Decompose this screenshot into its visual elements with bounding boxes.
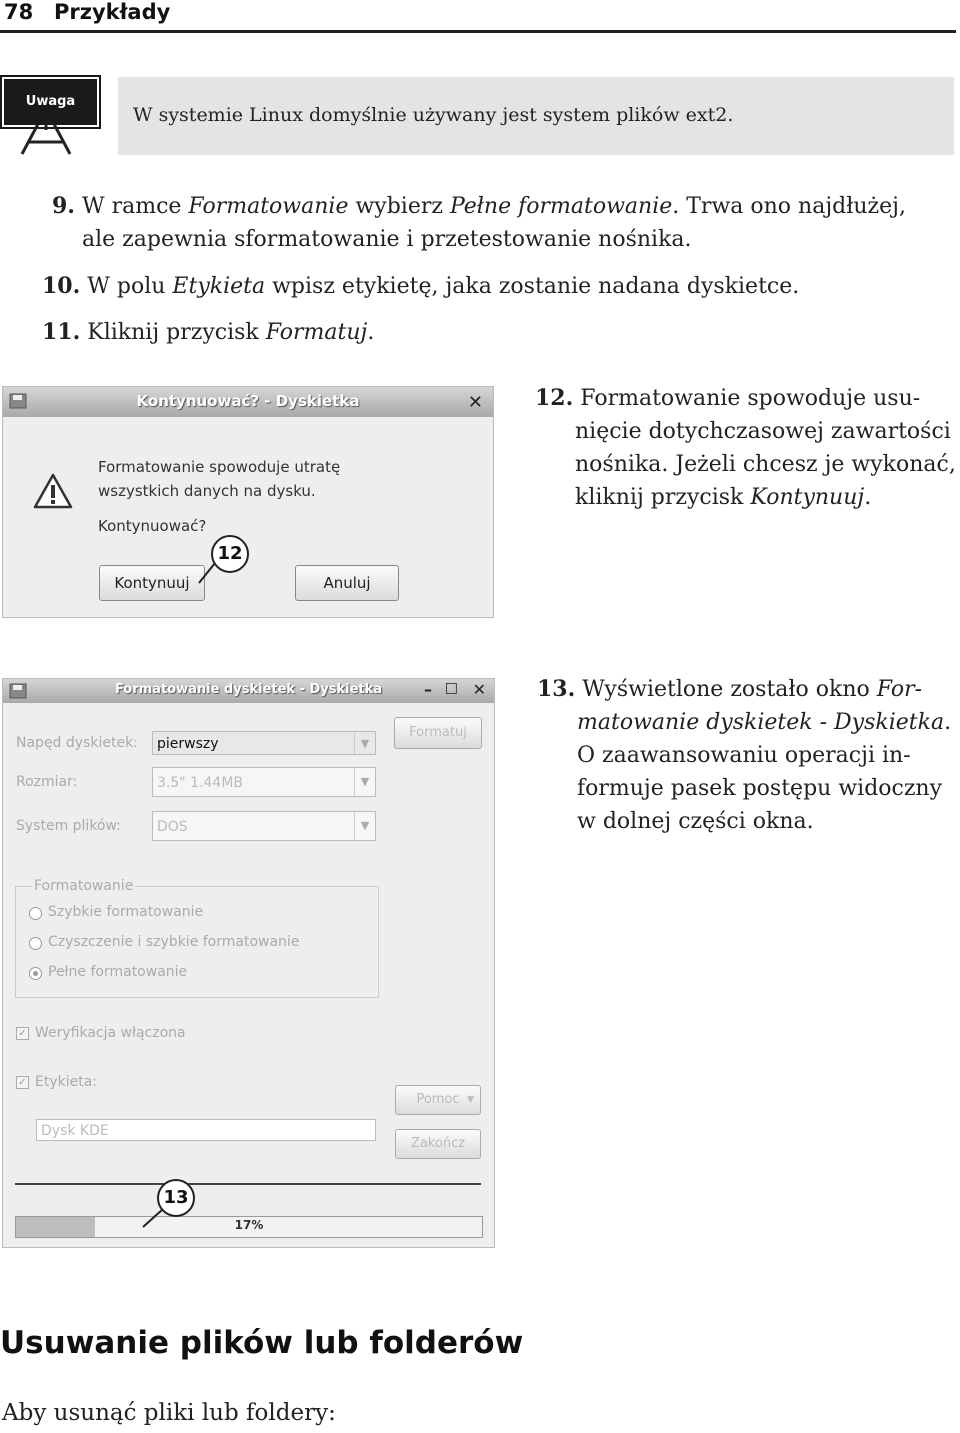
chevron-down-icon: ▼ xyxy=(467,1095,474,1105)
callout-12: 12 xyxy=(211,535,249,573)
step-9: 9. W ramce Formatowanie wybierz Pełne formatowanie. Trwa ono najdłużej, xyxy=(52,193,906,219)
chapter-title: Przykłady xyxy=(54,0,171,24)
label-label: Etykieta: xyxy=(35,1074,98,1090)
format-button[interactable]: Formatuj xyxy=(394,717,482,749)
page-number: 78 xyxy=(4,0,34,24)
size-select[interactable]: 3.5" 1.44MB ▼ xyxy=(152,767,376,797)
step-12: 12. Formatowanie spowoduje usu- nięcie dotychczasowej zawartości nośnika. Jeżeli chcesz je wykonać, kliknij przycisk Kontynuuj. xyxy=(535,385,956,510)
section-title: Usuwanie plików lub folderów xyxy=(0,1325,524,1361)
callout-leader xyxy=(3,387,493,617)
drive-label: Napęd dyskietek: xyxy=(16,735,138,751)
format-dialog xyxy=(2,678,495,1248)
label-checkbox[interactable]: ✓ xyxy=(16,1076,29,1089)
chevron-down-icon: ▼ xyxy=(354,812,375,840)
size-label: Rozmiar: xyxy=(16,774,78,790)
minimize-icon[interactable]: – xyxy=(424,680,432,699)
step-10: 10. W polu Etykieta wpisz etykietę, jaka zostanie nadana dyskietce. xyxy=(42,273,800,299)
close-icon[interactable]: ✕ xyxy=(472,680,486,699)
label-input[interactable]: Dysk KDE xyxy=(36,1119,376,1141)
page-header xyxy=(0,0,956,33)
dialog-question: Kontynuować? xyxy=(98,517,207,535)
continue-dialog xyxy=(2,386,494,618)
drive-select[interactable]: pierwszy ▼ xyxy=(152,731,376,755)
maximize-icon[interactable]: □ xyxy=(444,680,458,696)
help-button[interactable]: Pomoc ▼ xyxy=(395,1085,481,1115)
dialog-title: Kontynuować? - Dyskietka xyxy=(136,392,360,410)
chevron-down-icon: ▼ xyxy=(354,768,375,796)
step-11: 11. Kliknij przycisk Formatuj. xyxy=(42,319,375,345)
finish-button[interactable]: Zakończ xyxy=(395,1129,481,1159)
note-text: W systemie Linux domyślnie używany jest system plików ext2. xyxy=(133,104,734,126)
step-9-line2: ale zapewnia sformatowanie i przetestowanie nośnika. xyxy=(82,227,692,252)
callout-13: 13 xyxy=(157,1179,195,1217)
note-badge: Uwaga xyxy=(2,77,99,127)
format-group-label: Formatowanie xyxy=(34,878,134,894)
section-intro: Aby usunąć pliki lub foldery: xyxy=(2,1400,336,1426)
step-13: 13. Wyświetlone zostało okno For- matowanie dyskietek - Dyskietka. O zaawansowaniu operacji in- formuje pasek postępu widoczny w dolnej części okna. xyxy=(537,676,952,834)
easel-icon xyxy=(18,124,74,156)
filesystem-select[interactable]: DOS ▼ xyxy=(152,811,376,841)
option-zero-quick: Czyszczenie i szybkie formatowanie xyxy=(48,934,300,950)
option-full: Pełne formatowanie xyxy=(48,964,188,980)
callout-leader xyxy=(3,679,494,1247)
progress-text: 17% xyxy=(234,1218,264,1232)
dialog-message: Formatowanie spowoduje utratę wszystkich danych na dysku. xyxy=(98,458,341,500)
verify-checkbox[interactable]: ✓ xyxy=(16,1027,29,1040)
option-quick: Szybkie formatowanie xyxy=(48,904,204,920)
dialog-title: Formatowanie dyskietek - Dyskietka xyxy=(114,682,383,697)
cancel-button[interactable]: Anuluj xyxy=(295,565,399,601)
filesystem-label: System plików: xyxy=(16,818,121,834)
verify-label: Weryfikacja włączona xyxy=(35,1025,186,1041)
close-icon[interactable]: ✕ xyxy=(467,392,483,413)
continue-button[interactable]: Kontynuuj xyxy=(99,565,205,601)
chevron-down-icon: ▼ xyxy=(354,732,375,754)
